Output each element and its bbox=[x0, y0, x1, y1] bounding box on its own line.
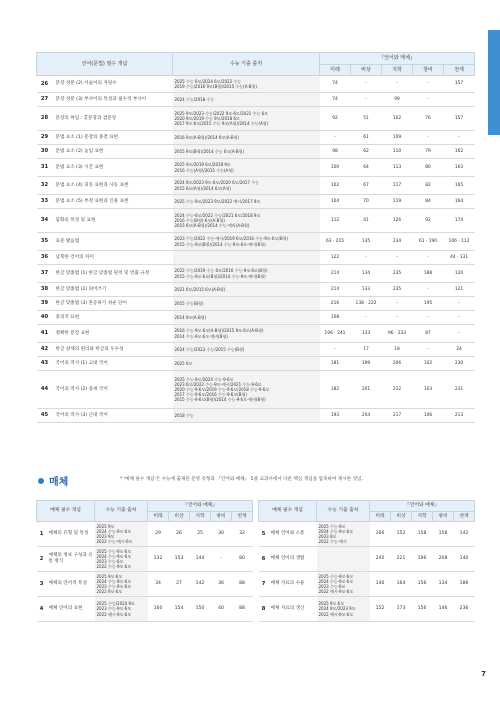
row-number: 7 bbox=[259, 572, 269, 597]
row-number: 34 bbox=[37, 209, 53, 233]
concept-cell: 담화의 특성 및 표현 bbox=[53, 209, 173, 233]
page-ref-cell: 221 bbox=[391, 547, 412, 572]
page-ref-cell: 154 bbox=[169, 597, 190, 622]
page-ref-cell: 92 bbox=[320, 107, 351, 131]
page-ref-cell: 152 bbox=[370, 597, 391, 622]
page-ref-cell: 32 bbox=[232, 522, 253, 547]
table-row bbox=[259, 522, 475, 547]
concept-cell: 문법 요소 (1) 문장의 종결 표현 bbox=[53, 131, 173, 145]
page-ref-cell: - bbox=[413, 131, 444, 145]
page-ref-cell: 109 bbox=[382, 131, 413, 145]
row-number: 8 bbox=[259, 597, 269, 622]
page-ref-cell: 193 bbox=[320, 409, 351, 423]
page-ref-cell: 80 bbox=[232, 547, 253, 572]
page-ref-cell: - bbox=[382, 251, 413, 265]
page-ref-cell: 166 bbox=[370, 522, 391, 547]
page-ref-cell: 102 bbox=[320, 177, 351, 195]
page-ref-cell: 217 bbox=[382, 409, 413, 423]
page-ref-cell: - bbox=[382, 76, 413, 93]
page-ref-cell: 112 bbox=[320, 209, 351, 233]
page-ref-cell: 214 bbox=[320, 283, 351, 297]
page-ref-cell: 88 bbox=[232, 597, 253, 622]
page-ref-cell: 74 bbox=[320, 76, 351, 93]
page-ref-cell: 235 bbox=[382, 265, 413, 283]
header-publisher: 비상 bbox=[351, 65, 382, 76]
source-cell: 2025 수능·9모/2023 9모/2022 예시/2017 9모 bbox=[173, 195, 320, 209]
page-ref-cell: 152 bbox=[391, 522, 412, 547]
table-row bbox=[259, 572, 475, 597]
page-ref-cell: - bbox=[351, 311, 382, 325]
page-ref-cell: 135 bbox=[351, 233, 382, 251]
media-header-book: 『언어와 매체』 bbox=[148, 501, 253, 512]
page-ref-cell: - bbox=[320, 131, 351, 145]
concept-cell: 국어의 역사 (3) 근대 국어 bbox=[53, 409, 173, 423]
row-number: 36 bbox=[37, 251, 53, 265]
concept-cell: 남북한 언어의 차이 bbox=[53, 251, 173, 265]
page-ref-cell: 100 bbox=[320, 159, 351, 177]
page-ref-cell: 144 bbox=[190, 547, 211, 572]
page-ref-cell: 142 bbox=[454, 522, 475, 547]
page-ref-cell: 138 · 222 bbox=[351, 297, 382, 311]
page-ref-cell: 213 bbox=[444, 409, 475, 423]
row-number: 30 bbox=[37, 145, 53, 159]
page-ref-cell: 188 bbox=[413, 265, 444, 283]
row-number: 1 bbox=[37, 522, 47, 547]
page-ref-cell: 79 bbox=[413, 145, 444, 159]
header-publisher: 지학 bbox=[382, 65, 413, 76]
page-ref-cell: 92 bbox=[413, 209, 444, 233]
concept-cell: 문장 성분 (2) 서술어의 자릿수 bbox=[53, 76, 173, 93]
source-cell: 2025 9모/2019 6모/2018 9모 2016 수능(A형)/2015 수능(A형) bbox=[173, 159, 320, 177]
table-row bbox=[37, 145, 475, 159]
header-concept: 언어(문법) 필수 개념 bbox=[37, 53, 173, 76]
source-cell: 2024 수능/2018 수능 bbox=[173, 93, 320, 107]
row-number: 41 bbox=[37, 325, 53, 343]
page-ref-cell: 110 bbox=[382, 145, 413, 159]
row-number: 40 bbox=[37, 311, 53, 325]
page-ref-cell: 103 bbox=[413, 371, 444, 409]
concept-cell: 매체 언어와 소통 bbox=[269, 522, 317, 547]
page-ref-cell: 146 bbox=[370, 572, 391, 597]
table-row bbox=[37, 209, 475, 233]
page-ref-cell: 121 bbox=[444, 283, 475, 297]
concept-cell: 문법 요소 (5) 부정 표현과 인용 표현 bbox=[53, 195, 173, 209]
header-publisher: 창비 bbox=[413, 65, 444, 76]
header-publisher: 창비 bbox=[433, 512, 454, 522]
row-number: 3 bbox=[37, 572, 47, 597]
source-cell: 2016 9모(A·B형)/2014 9모(A·B형) bbox=[173, 131, 320, 145]
source-cell: 2022 수능/2019 수능 6모/2016 수능·9모·6모(B형) 2015 수능·9모·6모(B형)/2014 수능·9모·예비(B형) bbox=[173, 265, 320, 283]
table-row bbox=[37, 409, 475, 423]
page-ref-cell: 106 · 241 bbox=[320, 325, 351, 343]
page-ref-cell: 104 bbox=[320, 195, 351, 209]
page-ref-cell: 113 bbox=[382, 159, 413, 177]
table-row bbox=[37, 597, 253, 622]
row-number: 35 bbox=[37, 233, 53, 251]
page-ref-cell bbox=[444, 93, 475, 107]
page-ref-cell: 204 bbox=[351, 409, 382, 423]
header-publisher: 미래 bbox=[320, 65, 351, 76]
row-number: 31 bbox=[37, 159, 53, 177]
page-ref-cell: - bbox=[382, 311, 413, 325]
page-ref-cell: 236 bbox=[454, 597, 475, 622]
page-ref-cell: - bbox=[444, 297, 475, 311]
page-ref-cell: 212 bbox=[382, 371, 413, 409]
page-ref-cell: 156 bbox=[412, 572, 433, 597]
page-ref-cell: 108 bbox=[320, 311, 351, 325]
media-concepts-table-left bbox=[36, 500, 253, 622]
page-ref-cell: 63 · 215 bbox=[320, 233, 351, 251]
source-cell: 2025 9모·6모 2024 9모/2023 9모 2022 예시·9모·6모 bbox=[317, 597, 370, 622]
media-header-book: 『언어와 매체』 bbox=[370, 501, 475, 512]
source-cell: 2023 수능/2022 수능·예시/2019 6모/2016 수능·9모·6모(B형) 2015 수능·9모(B형)/2014 수능·9모·6모·예비(B형) bbox=[173, 233, 320, 251]
table-row bbox=[37, 283, 475, 297]
row-number: 38 bbox=[37, 283, 53, 297]
table-row bbox=[37, 311, 475, 325]
page-ref-cell: 120 bbox=[444, 265, 475, 283]
source-cell: 2025 수능·9모/2024 수능·9·6모 2023 6모/2022 수능·9모·예시/2021 수능·9·6모 2020 수능·9·6모/2019 수능·9·6모/2018 수능·9·6모 2017 수능·9·6모/2016 수능·9·6모(B형) 2015 수능·9·6모(B형)/2014 수능·9·6모·예비(B형) bbox=[173, 371, 320, 409]
source-cell: 2018 수능 bbox=[173, 409, 320, 423]
page-ref-cell: - bbox=[413, 283, 444, 297]
page-ref-cell: - bbox=[413, 76, 444, 93]
source-cell bbox=[173, 251, 320, 265]
page-ref-cell: 174 bbox=[444, 209, 475, 233]
source-cell: 2025 6모 bbox=[173, 357, 320, 371]
media-header-source: 수능 기출 출처 bbox=[95, 501, 148, 522]
page-ref-cell: 62 bbox=[351, 145, 382, 159]
page-ref-cell: 195 bbox=[413, 297, 444, 311]
concept-cell: 정확한 문장 표현 bbox=[53, 325, 173, 343]
page-ref-cell: - bbox=[444, 131, 475, 145]
page-ref-cell: 156 bbox=[412, 597, 433, 622]
page-ref-cell: 157 bbox=[444, 107, 475, 131]
page-ref-cell: 201 bbox=[351, 371, 382, 409]
page-ref-cell: 67 bbox=[351, 177, 382, 195]
page-ref-cell: 98 bbox=[320, 145, 351, 159]
source-cell: 2024 9모/2023 9모·6모/2020 6모/2017 수능 2015 6모(A형)/2014 6모(A형) bbox=[173, 177, 320, 195]
page-ref-cell: 186 bbox=[454, 572, 475, 597]
concept-cell: 문법 요소 (3) 시간 표현 bbox=[53, 159, 173, 177]
page-number: 7 bbox=[481, 670, 486, 678]
source-cell: 2025 9모·6모 2024 수능·9모·6모 2023 수능·9모·6모 2022 9모·6모 bbox=[95, 572, 148, 597]
page-ref-cell: 134 bbox=[433, 572, 454, 597]
page-ref-cell: 84 bbox=[413, 195, 444, 209]
concept-cell: 한글 맞춤법 (3) 혼동하기 쉬운 단어 bbox=[53, 297, 173, 311]
page-ref-cell: 34 bbox=[148, 572, 169, 597]
header-publisher: 천재 bbox=[454, 512, 475, 522]
page-ref-cell: 158 bbox=[412, 522, 433, 547]
table-row bbox=[37, 547, 253, 572]
page-ref-cell: 173 bbox=[391, 597, 412, 622]
header-publisher: 창비 bbox=[211, 512, 232, 522]
table-row bbox=[37, 93, 475, 107]
source-cell: 2015 9모(B형)/2014 수능 6모(A·B형) bbox=[173, 145, 320, 159]
table-row bbox=[37, 251, 475, 265]
source-cell: 2025 수능/2024 9모 2023 수능·9모·6모 2022 예시·9모·6모 bbox=[95, 597, 148, 622]
row-number: 4 bbox=[37, 597, 47, 622]
header-book: 『언어와 매체』 bbox=[320, 53, 475, 65]
page-ref-cell: 133 bbox=[351, 325, 382, 343]
concept-cell: 문법 요소 (2) 높임 표현 bbox=[53, 145, 173, 159]
page-ref-cell: 70 bbox=[351, 195, 382, 209]
page-ref-cell: 29 bbox=[148, 522, 169, 547]
concept-cell: 문장 성분 (3) 부사어의 특성과 필수적 부사어 bbox=[53, 93, 173, 107]
page-ref-cell: 163 bbox=[444, 159, 475, 177]
table-row bbox=[37, 522, 253, 547]
concept-cell: 국어의 역사 (1) 고대 국어 bbox=[53, 357, 173, 371]
page-ref-cell: 240 bbox=[370, 547, 391, 572]
page-ref-cell: 106 bbox=[413, 409, 444, 423]
page-ref-cell: 76 bbox=[413, 107, 444, 131]
source-cell: 2024 수능/2023 수능/2015 수능(B형) bbox=[173, 343, 320, 357]
page-ref-cell: - bbox=[351, 76, 382, 93]
page-ref-cell: 25 bbox=[190, 522, 211, 547]
page-ref-cell: 64 bbox=[351, 159, 382, 177]
source-cell: 2025 9모 2024 수능·9모·6모 2023 9모 2022 수능·예시·6모 bbox=[95, 522, 148, 547]
page-ref-cell: - bbox=[382, 297, 413, 311]
side-tab-marker bbox=[488, 30, 500, 135]
row-number: 32 bbox=[37, 177, 53, 195]
table-row bbox=[37, 131, 475, 145]
row-number: 6 bbox=[259, 547, 269, 572]
media-section-title: 매체 bbox=[49, 477, 69, 488]
page-ref-cell: - bbox=[320, 343, 351, 357]
table-row bbox=[37, 371, 475, 409]
page-ref-cell: 160 bbox=[148, 597, 169, 622]
page-ref-cell: 119 bbox=[382, 195, 413, 209]
media-header-source: 수능 기출 출처 bbox=[317, 501, 370, 522]
row-number: 33 bbox=[37, 195, 53, 209]
page-ref-cell: 26 bbox=[169, 522, 190, 547]
page-ref-cell: 102 bbox=[413, 357, 444, 371]
concept-cell: 한글 창제의 원리와 한글의 우수성 bbox=[53, 343, 173, 357]
page-ref-cell: 214 bbox=[320, 265, 351, 283]
table-row bbox=[37, 343, 475, 357]
grammar-concepts-table bbox=[36, 52, 475, 423]
page-ref-cell: 40 bbox=[211, 597, 232, 622]
page-ref-cell: 132 bbox=[148, 547, 169, 572]
page-ref-cell: 41 bbox=[351, 209, 382, 233]
page-ref-cell: 164 bbox=[444, 195, 475, 209]
table-row bbox=[37, 572, 253, 597]
row-number: 42 bbox=[37, 343, 53, 357]
page-ref-cell: 99 bbox=[382, 93, 413, 107]
source-cell: 2025 수능·9모 2024 수능·9모·6모 2023 9모 2022 수능·예시 bbox=[317, 522, 370, 547]
page-ref-cell: 199 bbox=[351, 357, 382, 371]
row-number: 28 bbox=[37, 107, 53, 131]
page-ref-cell: - bbox=[444, 325, 475, 343]
page-ref-cell: 133 bbox=[351, 283, 382, 297]
concept-cell: 매체 언어의 생활 bbox=[269, 547, 317, 572]
page-ref-cell: 122 bbox=[320, 251, 351, 265]
header-publisher: 천재 bbox=[232, 512, 253, 522]
page-ref-cell: 24 bbox=[444, 343, 475, 357]
page-ref-cell: 196 bbox=[412, 547, 433, 572]
source-cell bbox=[317, 547, 370, 572]
row-number: 27 bbox=[37, 93, 53, 107]
media-section-note: * '매체 필수 개념'은 수능에 출제된 문항 유형과 『언어와 매체』 5종 교과서에서 다룬 핵심 개념을 압축하여 제시한 것임. bbox=[120, 477, 363, 482]
table-row bbox=[37, 357, 475, 371]
page-ref-cell: 82 bbox=[413, 177, 444, 195]
concept-cell: 매체 자료의 생산 bbox=[269, 597, 317, 622]
row-number: 43 bbox=[37, 357, 53, 371]
page-ref-cell: 181 bbox=[320, 357, 351, 371]
header-publisher: 비상 bbox=[391, 512, 412, 522]
media-header-concept: 매체 필수 개념 bbox=[37, 501, 95, 522]
row-number: 5 bbox=[259, 522, 269, 547]
table-row bbox=[37, 325, 475, 343]
page-ref-cell: 231 bbox=[444, 371, 475, 409]
concept-cell: 매체의 언어적 특성 bbox=[47, 572, 95, 597]
page-ref-cell: 106 · 112 bbox=[444, 233, 475, 251]
table-row bbox=[37, 297, 475, 311]
page-ref-cell: 182 bbox=[320, 371, 351, 409]
concept-cell: 한글 맞춤법 (2) 띄어쓰기 bbox=[53, 283, 173, 297]
page-ref-cell: 165 bbox=[444, 177, 475, 195]
concept-cell: 매체 자료의 수용 bbox=[269, 572, 317, 597]
page-ref-cell: 153 bbox=[169, 547, 190, 572]
page-ref-cell: - bbox=[351, 93, 382, 107]
source-cell: 2024 수능·6모/2022 수능/2021 6모/2018 9모 2016 수능(B형)·6모(A·B형) 2015 6모(A·B형)/2014 수능·예비(A·B형) bbox=[173, 209, 320, 233]
table-row bbox=[37, 265, 475, 283]
page-ref-cell: 36 bbox=[211, 572, 232, 597]
table-row bbox=[37, 195, 475, 209]
page-ref-cell: 17 bbox=[351, 343, 382, 357]
concept-cell: 국어의 역사 (2) 중세 국어 bbox=[53, 371, 173, 409]
media-concepts-table-right bbox=[258, 500, 475, 622]
page-ref-cell: 61 · 190 bbox=[413, 233, 444, 251]
page-ref-cell: - bbox=[413, 251, 444, 265]
concept-cell: 매체 언어의 표현 bbox=[47, 597, 95, 622]
page-ref-cell: 206 bbox=[382, 357, 413, 371]
header-publisher: 비상 bbox=[169, 512, 190, 522]
source-cell: 2025 수능·9모·6모 2024 수능·9모·6모 2023 수능·6모 2022 예시·9모·6모 bbox=[317, 572, 370, 597]
table-row bbox=[37, 76, 475, 93]
source-cell: 2025 9모/2023 수능/2022 9모·6모/2021 수능 6모 2020 9모/2019 수능 9모/2018 6모 2017 9모·6모/2015 수능 9모(A형)/2014 수능(A형) bbox=[173, 107, 320, 131]
row-number: 29 bbox=[37, 131, 53, 145]
table-row bbox=[37, 159, 475, 177]
page-ref-cell: 208 bbox=[433, 547, 454, 572]
page-ref-cell: 235 bbox=[382, 283, 413, 297]
source-cell: 2025 수능 6모/2024 6모/2022 수능 2019 수능/2016 9모(B형)/2015 수능(A·B형) bbox=[173, 76, 320, 93]
concept-cell: 매체의 정보 구성과 유통 방식 bbox=[47, 547, 95, 572]
table-row bbox=[37, 107, 475, 131]
page-ref-cell: 140 bbox=[454, 547, 475, 572]
page-ref-cell: - bbox=[413, 311, 444, 325]
page-ref-cell: 142 bbox=[190, 572, 211, 597]
table-row bbox=[259, 547, 475, 572]
section-bullet-icon bbox=[38, 478, 44, 484]
concept-cell: 한글 맞춤법 (1) 한글 맞춤법 원칙 및 번출 규정 bbox=[53, 265, 173, 283]
page-ref-cell: 158 bbox=[433, 522, 454, 547]
row-number: 37 bbox=[37, 265, 53, 283]
page-ref-cell: 102 bbox=[382, 107, 413, 131]
page-ref-cell: - bbox=[444, 311, 475, 325]
row-number: 45 bbox=[37, 409, 53, 423]
page-ref-cell: 30 bbox=[211, 522, 232, 547]
page-ref-cell: 117 bbox=[382, 177, 413, 195]
page-ref-cell: 230 bbox=[444, 357, 475, 371]
page-ref-cell: - bbox=[351, 251, 382, 265]
page-ref-cell: 164 bbox=[391, 572, 412, 597]
row-number: 39 bbox=[37, 297, 53, 311]
page-ref-cell: - bbox=[413, 93, 444, 107]
page-ref-cell: 88 bbox=[232, 572, 253, 597]
header-publisher: 미래 bbox=[148, 512, 169, 522]
source-cell: 2025 수능·9모·6모 2024 수능·9모·6모 2023 수능·6모 2022 수능·9모·6모 bbox=[95, 547, 148, 572]
header-publisher: 지학 bbox=[190, 512, 211, 522]
row-number: 26 bbox=[37, 76, 53, 93]
page-ref-cell: 27 bbox=[169, 572, 190, 597]
source-cell: 2015 수능(B형) bbox=[173, 297, 320, 311]
concept-cell: 문장의 짜임 : 홑문장과 겹문장 bbox=[53, 107, 173, 131]
page-ref-cell: 157 bbox=[444, 76, 475, 93]
concept-cell: 표준 발음법 bbox=[53, 233, 173, 251]
page-ref-cell: 126 bbox=[382, 209, 413, 233]
page-ref-cell: 44 · 131 bbox=[444, 251, 475, 265]
concept-cell: 문법 요소 (4) 피동 표현과 사동 표현 bbox=[53, 177, 173, 195]
header-publisher: 미래 bbox=[370, 512, 391, 522]
page-ref-cell: - bbox=[413, 343, 444, 357]
media-section-heading bbox=[38, 473, 68, 488]
table-row bbox=[37, 233, 475, 251]
page-ref-cell: 51 bbox=[351, 107, 382, 131]
page-ref-cell: 216 bbox=[320, 297, 351, 311]
header-publisher: 지학 bbox=[412, 512, 433, 522]
source-cell: 2014 9모(A·B형) bbox=[173, 311, 320, 325]
page-ref-cell: 146 bbox=[433, 597, 454, 622]
page-ref-cell: 74 bbox=[320, 93, 351, 107]
page-ref-cell: 61 bbox=[351, 131, 382, 145]
page-ref-cell: 150 bbox=[190, 597, 211, 622]
header-source: 수능 기출 출처 bbox=[173, 53, 320, 76]
source-cell: 2016 수능·9모·6모(A·B형)/2015 9모·6모(A·B형) 2014 수능·9모·6모·예비(B형) bbox=[173, 325, 320, 343]
media-header-concept: 매체 필수 개념 bbox=[259, 501, 317, 522]
page-ref-cell: - bbox=[211, 547, 232, 572]
concept-cell: 중의적 표현 bbox=[53, 311, 173, 325]
page-ref-cell: 18 bbox=[382, 343, 413, 357]
row-number: 44 bbox=[37, 371, 53, 409]
source-cell: 2021 6모/2015 6모(A·B형) bbox=[173, 283, 320, 297]
table-row bbox=[37, 177, 475, 195]
header-publisher: 천재 bbox=[444, 65, 475, 76]
page-ref-cell: 96 · 233 bbox=[382, 325, 413, 343]
page-ref-cell: 87 bbox=[413, 325, 444, 343]
page-ref-cell: 162 bbox=[444, 145, 475, 159]
page-ref-cell: 234 bbox=[382, 233, 413, 251]
row-number: 2 bbox=[37, 547, 47, 572]
concept-cell: 매체의 유형 및 특성 bbox=[47, 522, 95, 547]
table-row bbox=[259, 597, 475, 622]
page-ref-cell: 80 bbox=[413, 159, 444, 177]
page-ref-cell: 134 bbox=[351, 265, 382, 283]
